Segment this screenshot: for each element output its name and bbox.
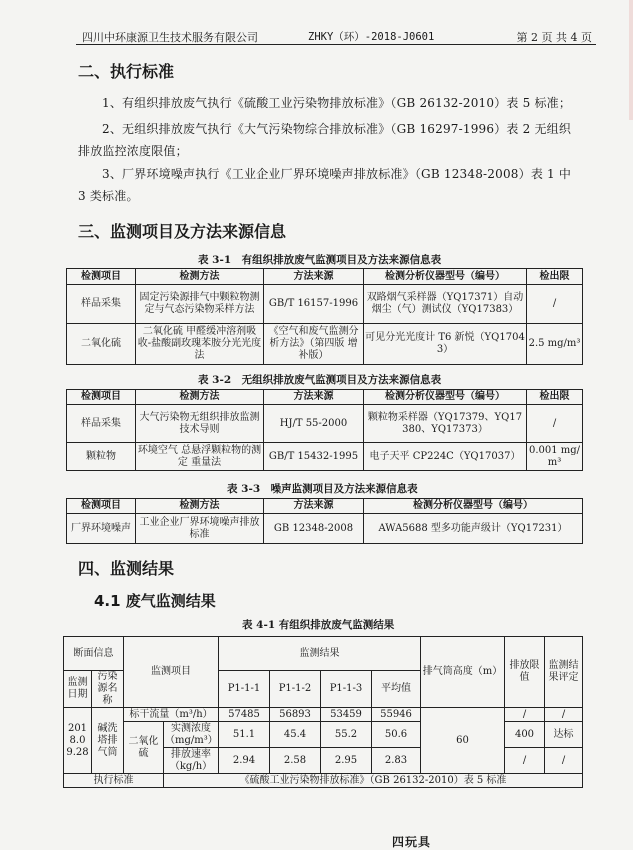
- header-monitor-item: 监测项目: [124, 637, 219, 708]
- header-p1: P1-1-1: [219, 671, 270, 708]
- table-cell: /: [527, 405, 583, 443]
- page-info: 第 2 页 共 4 页: [516, 31, 592, 44]
- table-cell: GB/T 16157-1996: [264, 285, 364, 324]
- table-row: [64, 722, 583, 748]
- subsection-title-exhaust: 4.1 废气监测结果: [94, 592, 216, 610]
- table-cell: 51.1: [219, 722, 270, 748]
- table-cell: /: [545, 708, 583, 722]
- table-3-2-caption: 表 3-2 无组织排放废气监测项目及方法来源信息表: [198, 374, 442, 386]
- table-row: [67, 405, 583, 443]
- table-cell: 二氧化硫 甲醛缓冲溶剂吸收-盐酸副玫瑰苯胺分光光度法: [136, 324, 264, 365]
- table-cell: 环境空气 总悬浮颗粒物的测定 重量法: [136, 443, 264, 471]
- table-3-1: [66, 268, 583, 365]
- table-cell: /: [505, 708, 545, 722]
- table-cell: 《空气和废气监测分析方法》（第四版 增补版）: [264, 324, 364, 365]
- table-cell: 大气污染物无组织排放监测技术导则: [136, 405, 264, 443]
- table-cell: 56893: [270, 708, 321, 722]
- table-header-cell: 检测分析仪器型号（编号）: [364, 390, 527, 405]
- table-cell: HJ/T 55-2000: [264, 405, 364, 443]
- table-header-cell: 检测方法: [136, 269, 264, 285]
- table-4-1: [63, 636, 583, 788]
- header-source-name: 污染源名称: [92, 671, 124, 708]
- table-cell: 2.94: [219, 748, 270, 774]
- header-p2: P1-1-2: [270, 671, 321, 708]
- header-p3: P1-1-3: [321, 671, 372, 708]
- table-cell: 2.58: [270, 748, 321, 774]
- table-cell: 45.4: [270, 722, 321, 748]
- table-cell: 样品采集: [67, 405, 136, 443]
- table-header-cell: 检测方法: [136, 390, 264, 405]
- table-3-1-caption: 表 3-1 有组织排放废气监测项目及方法来源信息表: [198, 254, 442, 266]
- table-4-1-caption: 表 4-1 有组织排放废气监测结果: [242, 619, 395, 631]
- table-header-cell: 检测项目: [67, 499, 136, 514]
- table-row: [67, 285, 583, 324]
- standard-item-3: 3、厂界环境噪声执行《工业企业厂界环境噪声排放标准》（GB 12348-2008）表 1 中 3 类标准。: [78, 167, 572, 203]
- table-cell: 57485: [219, 708, 270, 722]
- table-header-cell: 方法来源: [264, 269, 364, 285]
- stack-height: 60: [421, 708, 505, 774]
- section-title-standards: 二、执行标准: [78, 62, 175, 81]
- table-header-cell: 检出限: [527, 390, 583, 405]
- table-cell: 颗粒物采样器（YQ17379、YQ17380、YQ17373）: [364, 405, 527, 443]
- rate-label: 排放速率（kg/h）: [164, 748, 219, 774]
- table-cell: 二氧化硫: [67, 324, 136, 365]
- table-cell: 400: [505, 722, 545, 748]
- standard-value: 《硫酸工业污染物排放标准》（GB 26132-2010）表 5 标准: [164, 774, 583, 788]
- table-3-3: [66, 498, 583, 544]
- table-row: [67, 324, 583, 365]
- table-cell: 双路烟气采样器（YQ17371）自动烟尘（气）测试仪（YQ17383）: [364, 285, 527, 324]
- header-evaluation: 监测结果评定: [545, 637, 583, 708]
- table-cell: 达标: [545, 722, 583, 748]
- table-header-cell: 检测项目: [67, 390, 136, 405]
- table-row: [67, 443, 583, 471]
- table-cell: 样品采集: [67, 285, 136, 324]
- table-header-cell: 检测项目: [67, 269, 136, 285]
- header-emission-limit: 排放限值: [505, 637, 545, 708]
- table-row: [64, 708, 583, 722]
- table-cell: /: [545, 748, 583, 774]
- table-cell: GB/T 15432-1995: [264, 443, 364, 471]
- standard-item-2: 2、无组织排放废气执行《大气污染物综合排放标准》（GB 16297-1996）表 2 无组织排放监控浓度限值；: [78, 122, 572, 158]
- table-header-cell: 检测分析仪器型号（编号）: [364, 499, 583, 514]
- standard-label: 执行标准: [64, 774, 164, 788]
- table-cell: 可见分光光度计 T6 新悦（YQ17043）: [364, 324, 527, 365]
- table-cell: GB 12348-2008: [264, 514, 364, 544]
- conc-label: 实测浓度（mg/m³）: [165, 722, 218, 746]
- section-title-methods: 三、监测项目及方法来源信息: [78, 222, 287, 241]
- header-monitor-date: 监测日期: [64, 671, 92, 708]
- section-title-results: 四、监测结果: [78, 559, 175, 578]
- table-cell: 53459: [321, 708, 372, 722]
- table-cell: 0.001 mg/m³: [527, 443, 583, 471]
- table-cell: 厂界环境噪声: [67, 514, 136, 544]
- table-row: [64, 774, 583, 788]
- table-header-cell: 检出限: [527, 269, 583, 285]
- flow-label: 标干流量（m³/h）: [124, 708, 219, 722]
- company-name: 四川中环康源卫生技术服务有限公司: [82, 31, 258, 44]
- table-cell: 颗粒物: [67, 443, 136, 471]
- table-cell: /: [505, 748, 545, 774]
- margin-mark: [629, 0, 633, 120]
- table-3-3-caption: 表 3-3 噪声监测项目及方法来源信息表: [227, 483, 418, 495]
- footer-stamp-text: 四玩具: [392, 835, 432, 849]
- header-section-info: 断面信息: [64, 637, 124, 671]
- table-3-2: [66, 389, 583, 471]
- table-cell: 工业企业厂界环境噪声排放标准: [136, 514, 264, 544]
- table-cell: /: [527, 285, 583, 324]
- table-cell: AWA5688 型多功能声级计（YQ17231）: [364, 514, 583, 544]
- header-stack-height: 排气筒高度（m）: [421, 637, 505, 708]
- page-header: [76, 24, 596, 45]
- header-average: 平均值: [372, 671, 421, 708]
- table-header-cell: 检测方法: [136, 499, 264, 514]
- table-row: [67, 514, 583, 544]
- table-cell: 55.2: [321, 722, 372, 748]
- table-cell: 电子天平 CP224C（YQ17037）: [364, 443, 527, 471]
- table-cell: 50.6: [372, 722, 421, 748]
- table-cell: 固定污染源排气中颗粒物测定与气态污染物采样方法: [136, 285, 264, 324]
- source-name: 碱洗塔排气筒: [92, 708, 124, 774]
- monitor-date: 2018.09.28: [64, 708, 92, 774]
- table-header-cell: 方法来源: [264, 390, 364, 405]
- table-cell: 2.83: [372, 748, 421, 774]
- table-cell: 2.95: [321, 748, 372, 774]
- table-cell: 55946: [372, 708, 421, 722]
- table-header-cell: 检测分析仪器型号（编号）: [364, 269, 527, 285]
- standard-item-1: 1、有组织排放废气执行《硫酸工业污染物排放标准》（GB 26132-2010）表 5 标准；: [102, 96, 572, 110]
- table-cell: 2.5 mg/m³: [527, 324, 583, 365]
- so2-label: 二氧化硫: [124, 722, 164, 774]
- header-monitor-result: 监测结果: [219, 637, 421, 671]
- table-header-cell: 方法来源: [264, 499, 364, 514]
- report-number: ZHKY（环）-2018-J0601: [308, 31, 435, 43]
